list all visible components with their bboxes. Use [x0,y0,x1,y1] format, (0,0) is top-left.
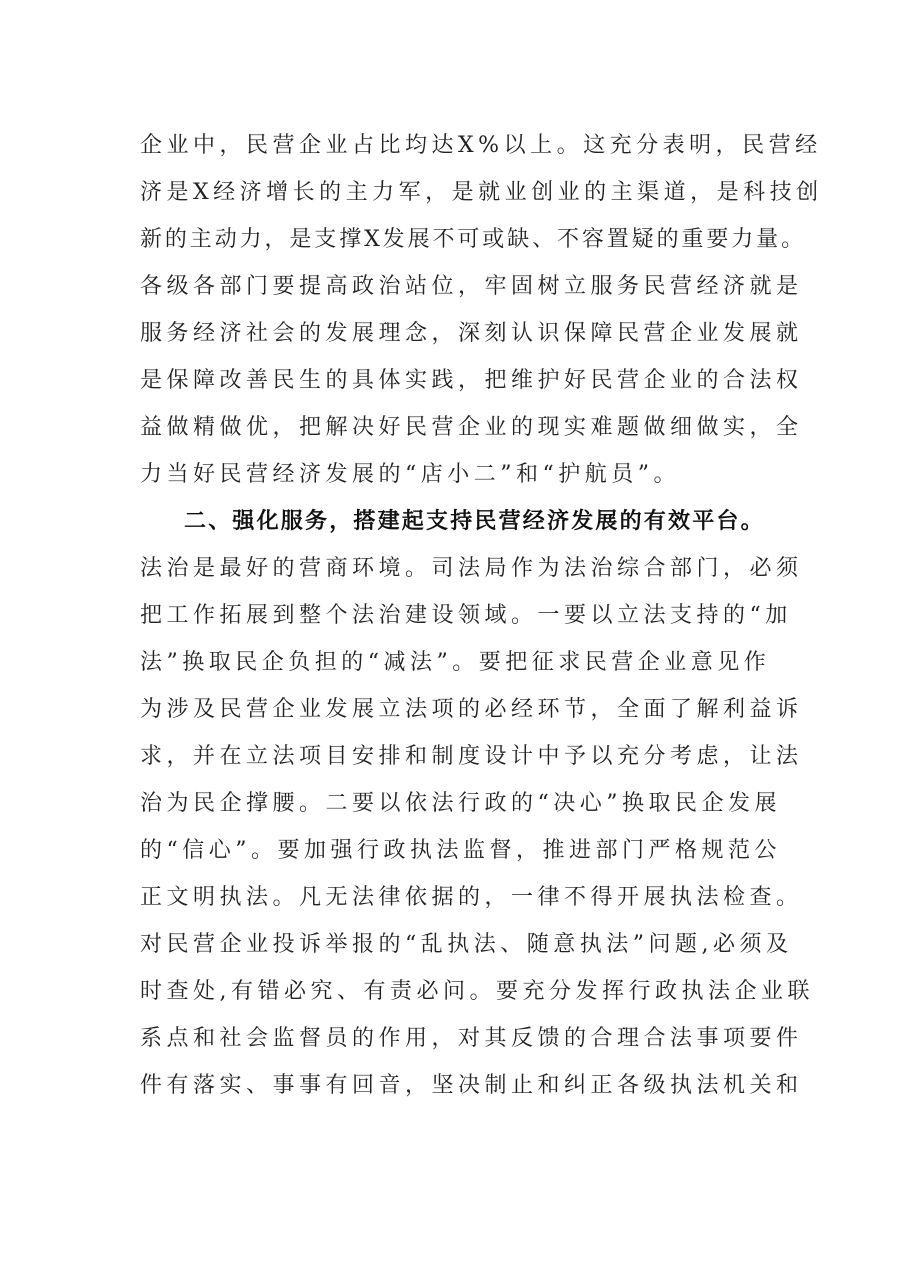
section-heading: 二、强化服务，搭建起支持民营经济发展的有效平台。 [184,508,765,534]
text-line: 益做精做优，把解决好民营企业的现实难题做细做实，全 [140,415,803,440]
text-line: 把工作拓展到整个法治建设领域。一要以立法支持的“加 [140,603,792,628]
text-line: 服务经济社会的发展理念，深刻认识保障民营企业发展就 [140,321,803,346]
text-line: 济是X经济增长的主力军，是就业创业的主渠道，是科技创 [140,180,823,205]
document-body [140,122,823,1109]
text-line: 法”换取民企负担的“减法”。要把征求民营企业意见作 [140,650,771,675]
text-line: 新的主动力，是支撑X发展不可或缺、不容置疑的重要力量。 [140,227,806,252]
text-line: 为涉及民营企业发展立法项的必经环节，全面了解利益诉 [140,697,803,722]
text-line: 治为民企撑腰。二要以依法行政的“决心”换取民企发展 [140,791,781,816]
text-line: 求，并在立法项目安排和制度设计中予以充分考虑，让法 [140,744,803,769]
text-line: 系点和社会监督员的作用，对其反馈的合理合法事项要件 [140,1026,803,1051]
text-line: 力当好民营经济发展的“店小二”和“护航员”。 [140,462,680,487]
text-line: 件有落实、事事有回音，坚决制止和纠正各级执法机关和 [140,1073,803,1098]
text-line: 是保障改善民生的具体实践，把维护好民营企业的合法权 [140,368,803,393]
text-line: 企业中，民营企业占比均达X%以上。这充分表明，民营经 [140,133,822,158]
text-line: 对民营企业投诉举报的“乱执法、随意执法”问题,必须及 [140,932,793,957]
text-line: 时查处,有错必究、有责必问。要充分发挥行政执法企业联 [140,979,814,1004]
text-line: 正文明执法。凡无法律依据的，一律不得开展执法检查。 [140,885,803,910]
text-line: 各级各部门要提高政治站位，牢固树立服务民营经济就是 [140,274,803,299]
text-line: 法治是最好的营商环境。司法局作为法治综合部门，必须 [140,556,803,581]
text-line: 的“信心”。要加强行政执法监督，推进部门严格规范公 [140,838,781,863]
